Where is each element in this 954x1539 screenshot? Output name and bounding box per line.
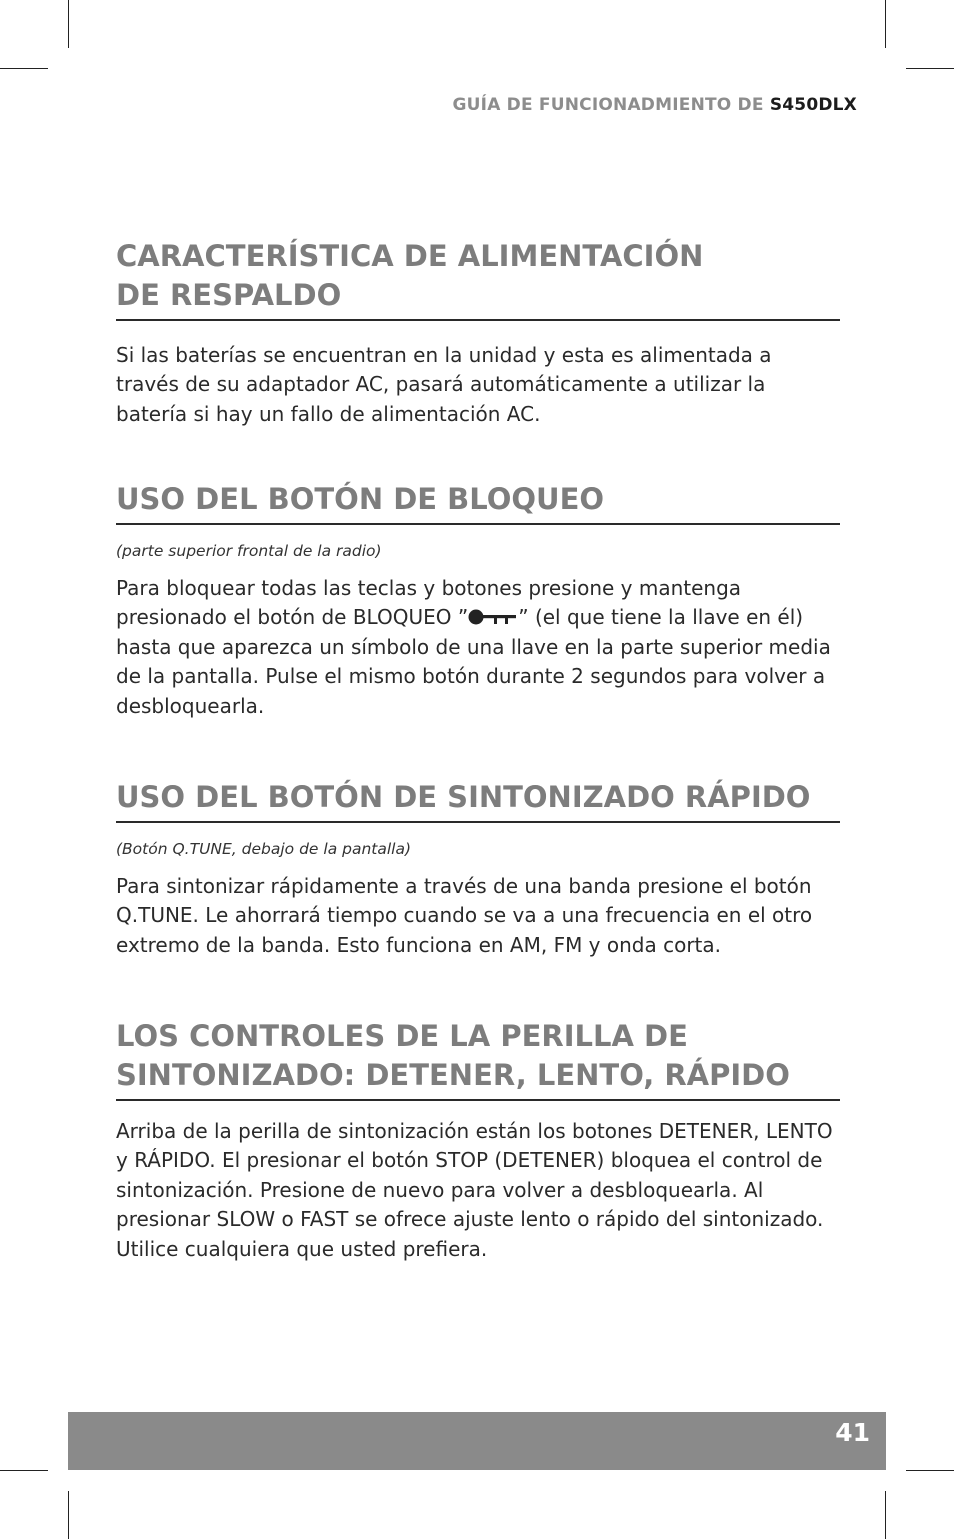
section-body [116,574,840,722]
section-body: Para sintonizar rápidamente a través de una banda presione el botón Q.TUNE. Le ahorrará tiempo cuando se va a una frecuencia en el otro extremo de la banda. Esto funciona en AM, FM y onda corta. [116,873,813,957]
running-header [453,95,857,115]
section-title-line: SINTONIZADO: DETENER, LENTO, RÁPIDO [116,1058,790,1092]
section-divider [116,821,840,823]
crop-mark [68,1491,69,1539]
crop-mark [906,68,954,69]
section-title [116,1017,840,1095]
section-divider [116,1099,840,1101]
section-title-line: LOS CONTROLES DE LA PERILLA DE [116,1019,688,1053]
section-title: USO DEL BOTÓN DE SINTONIZADO RÁPIDO [116,780,811,814]
page-number: 41 [835,1418,870,1447]
body-text: Para bloquear todas las teclas y botones presione y mantenga presionado el botón de BLOQUEO ” [116,575,742,629]
model-name: S450DLX [769,95,857,115]
section-title [116,237,840,315]
crop-mark [68,0,69,48]
section-divider [116,319,840,321]
crop-mark [906,1470,954,1471]
section-backup-power [116,237,840,429]
section-body: Si las baterías se encuentran en la unidad y esta es alimentada a través de su adaptador AC, pasará automáticamente a utilizar la batería si hay un fallo de alimentación AC. [116,342,772,426]
crop-mark [0,1470,48,1471]
section-note: (Botón Q.TUNE, debajo de la pantalla) [116,839,412,858]
section-quick-tune [116,778,840,960]
section-title: USO DEL BOTÓN DE BLOQUEO [116,482,605,516]
crop-mark [0,68,48,69]
section-title-line: DE RESPALDO [116,278,342,312]
footer-bar [68,1412,886,1470]
body-text: ” (el que tiene la llave en él) hasta que aparezca un símbolo de una llave en la parte superior media de la pantalla. Pulse el mismo botón durante 2 segundos para volver a desbloquearla. [116,605,831,718]
section-divider [116,523,840,525]
guide-label: GUÍA DE FUNCIONADMIENTO DE [452,95,764,115]
section-note: (parte superior frontal de la radio) [116,541,382,560]
key-icon [468,605,518,623]
crop-mark [885,1491,886,1539]
section-lock-button [116,480,840,721]
section-title-line: CARACTERÍSTICA DE ALIMENTACIÓN [116,239,704,273]
section-tuning-knob-controls [116,1017,840,1264]
crop-mark [885,0,886,48]
section-body: Arriba de la perilla de sintonización están los botones DETENER, LENTO y RÁPIDO. El presionar el botón STOP (DETENER) bloquea el control de sintonización. Presione de nuevo para volver a desbloquearla. Al presionar SLOW o FAST se ofrece ajuste lento o rápido del sintonizado. Utilice cualquiera que usted prefiera. [116,1118,833,1261]
